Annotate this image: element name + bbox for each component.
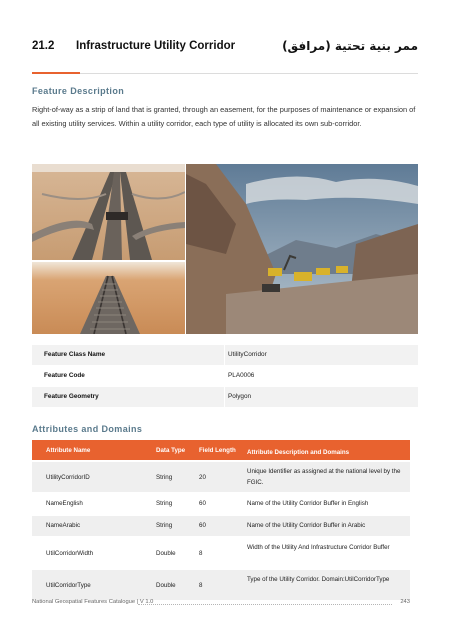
section-title-arabic: ممر بنية تحتية (مرافق) bbox=[282, 39, 418, 53]
header-divider bbox=[80, 73, 418, 74]
feature-info-row bbox=[32, 366, 418, 387]
attributes-heading: Attributes and Domains bbox=[32, 424, 143, 434]
section-header bbox=[32, 38, 418, 60]
feature-info-value: Polygon bbox=[228, 393, 252, 400]
attribute-description: Type of the Utility Corridor. Domain:UtilCorridorType bbox=[247, 576, 390, 583]
attribute-description: Width of the Utility And Infrastructure Corridor Buffer bbox=[247, 544, 390, 551]
attribute-name: NameArabic bbox=[46, 522, 81, 529]
table-row bbox=[32, 568, 410, 600]
feature-info-key: Feature Class Name bbox=[44, 351, 106, 358]
mountain-excavation-photo bbox=[186, 164, 418, 334]
field-length: 20 bbox=[199, 474, 206, 481]
feature-info-row bbox=[32, 345, 418, 366]
column-header: Attribute Description and Domains bbox=[247, 449, 350, 456]
attribute-name: UtilCorridorWidth bbox=[46, 550, 94, 557]
feature-info-table bbox=[32, 345, 418, 408]
attribute-description: Unique Identifier as assigned at the national level by the FGIC. bbox=[247, 468, 401, 486]
data-type: Double bbox=[156, 550, 176, 557]
page-number: 243 bbox=[400, 599, 410, 605]
accent-divider bbox=[32, 72, 80, 74]
footer-dotted-leader bbox=[138, 603, 392, 605]
data-type: String bbox=[156, 522, 173, 529]
footer-title: National Geospatial Features Catalogue | V 1.0 bbox=[32, 599, 154, 605]
data-type: String bbox=[156, 474, 173, 481]
table-row bbox=[32, 460, 410, 492]
section-number: 21.2 bbox=[32, 40, 55, 52]
field-length: 8 bbox=[199, 582, 203, 589]
column-divider bbox=[224, 345, 225, 365]
feature-info-key: Feature Geometry bbox=[44, 393, 99, 400]
attributes-table bbox=[32, 440, 410, 600]
table-row bbox=[32, 536, 410, 568]
attributes-header-row bbox=[32, 440, 410, 460]
feature-info-value: PLA0006 bbox=[228, 372, 255, 379]
column-header: Attribute Name bbox=[46, 447, 91, 454]
feature-description-text: Right-of-way as a strip of land that is granted, through an easement, for the purposes of maintenance or expansion of all existing utility services. Within a utility corridor, each type of utility is allocated its own sub-corridor. bbox=[32, 105, 416, 128]
column-divider bbox=[224, 387, 225, 407]
feature-info-row bbox=[32, 387, 418, 408]
column-header: Field Length bbox=[199, 447, 236, 454]
field-length: 8 bbox=[199, 550, 203, 557]
section-title: Infrastructure Utility Corridor bbox=[76, 40, 236, 52]
column-header: Data Type bbox=[156, 447, 186, 454]
data-type: String bbox=[156, 500, 173, 507]
column-divider bbox=[224, 366, 225, 386]
road-railway-photo bbox=[32, 164, 185, 334]
feature-info-value: UtilityCorridor bbox=[228, 351, 267, 358]
attribute-description: Name of the Utility Corridor Buffer in English bbox=[247, 500, 369, 507]
data-type: Double bbox=[156, 582, 176, 589]
field-length: 60 bbox=[199, 500, 206, 507]
table-row bbox=[32, 514, 410, 536]
feature-info-key: Feature Code bbox=[44, 372, 85, 379]
attribute-name: UtilCorridorType bbox=[46, 582, 91, 589]
attribute-description: Name of the Utility Corridor Buffer in Arabic bbox=[247, 522, 366, 529]
attribute-name: NameEnglish bbox=[46, 500, 83, 507]
feature-description-heading: Feature Description bbox=[32, 86, 125, 96]
page-footer bbox=[32, 599, 410, 611]
table-row bbox=[32, 492, 410, 514]
field-length: 60 bbox=[199, 522, 206, 529]
attribute-name: UtilityCorridorID bbox=[46, 474, 90, 481]
